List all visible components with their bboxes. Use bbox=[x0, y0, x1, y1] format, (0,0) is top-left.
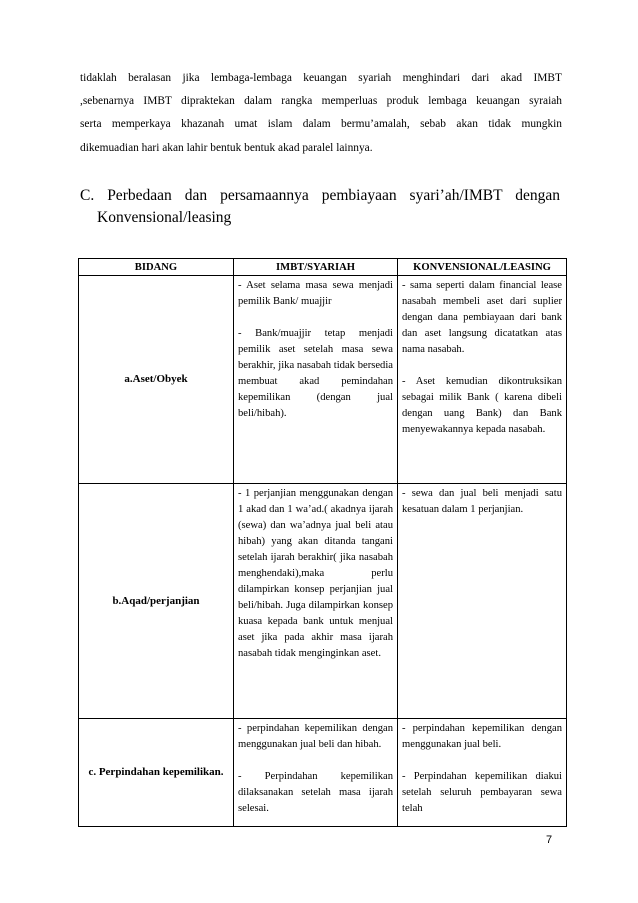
cell-paragraph: - sama seperti dalam financial lease nasabah membeli aset dari suplier dengan dana pembiayaan dari bank dan aset langsung dicatatkan atas nama nasabah. bbox=[402, 280, 562, 355]
cell-paragraph: - Aset selama masa sewa menjadi pemilik Bank/ muajjir bbox=[238, 280, 393, 307]
intro-line: ,sebenarnya IMBT dipraktekan dalam rangka memperluas produk lembaga keuangan syraiah bbox=[80, 95, 562, 108]
cell-paragraph: - Aset kemudian dikontruksikan sebagai milik Bank ( karena dibeli dengan uang Bank) dan Bank menyewakannya kepada nasabah. bbox=[402, 376, 562, 435]
cell-paragraph: - perpindahan kepemilikan dengan menggunakan jual beli. bbox=[402, 723, 562, 750]
intro-line: tidaklah beralasan jika lembaga-lembaga keuangan syariah menghindari dari akad IMBT bbox=[80, 72, 562, 84]
cell-paragraph: - Bank/muajjir tetap menjadi pemilik aset setelah masa sewa berakhir, jika nasabah tidak bersedia membuat akad pemindahan kepemilikan (dengan jual beli/hibah). bbox=[238, 328, 393, 419]
section-heading bbox=[80, 185, 560, 229]
table-row bbox=[79, 484, 567, 719]
page-number: 7 bbox=[546, 834, 553, 846]
table-row bbox=[79, 719, 567, 827]
cell-paragraph: - perpindahan kepemilikan dengan menggunakan jual beli dan hibah. bbox=[238, 723, 393, 750]
cell-paragraph: - 1 perjanjian menggunakan dengan 1 akad dan 1 wa’ad.( akadnya ijarah (sewa) dan wa’adnya jual beli atau hibah) yang akan ditanda tangani setelah ijarah berakhir( jika nasabah menghendaki),maka perlu dilampirkan konsep perjanjian jual beli/hibah. Juga dilampirkan konsep kuasa kepada bank untuk menjual aset jika pada akhir masa ijarah nasabah tidak menginginkan aset. bbox=[238, 488, 393, 659]
column-header-syariah: IMBT/SYARIAH bbox=[234, 259, 398, 276]
intro-paragraph bbox=[80, 67, 562, 160]
row-label: b.Aqad/perjanjian bbox=[79, 484, 234, 719]
syariah-cell bbox=[234, 276, 398, 484]
syariah-cell bbox=[234, 719, 398, 827]
section-heading-line-2: Konvensional/leasing bbox=[97, 209, 232, 226]
row-label: c. Perpindahan kepemilikan. bbox=[79, 719, 234, 827]
column-header-konvensional: KONVENSIONAL/LEASING bbox=[398, 259, 567, 276]
intro-line: dikemuadian hari akan lahir bentuk bentuk akad paralel lainnya. bbox=[80, 141, 373, 154]
cell-paragraph: - Perpindahan kepemilikan dilaksanakan setelah masa ijarah selesai. bbox=[238, 771, 393, 814]
konvensional-cell bbox=[398, 719, 567, 827]
intro-line: serta memperkaya khazanah umat islam dalam bermu’amalah, sebab akan tidak mungkin bbox=[80, 118, 562, 131]
cell-paragraph: - sewa dan jual beli menjadi satu kesatuan dalam 1 perjanjian. bbox=[402, 488, 562, 515]
column-header-bidang: BIDANG bbox=[79, 259, 234, 276]
comparison-table bbox=[78, 258, 567, 827]
row-label: a.Aset/Obyek bbox=[79, 276, 234, 484]
syariah-cell bbox=[234, 484, 398, 719]
table-row bbox=[79, 276, 567, 484]
cell-paragraph: - Perpindahan kepemilikan diakui setelah seluruh pembayaran sewa telah bbox=[402, 771, 562, 814]
konvensional-cell bbox=[398, 484, 567, 719]
table-header-row bbox=[79, 259, 567, 276]
section-heading-line-1: C. Perbedaan dan persamaannya pembiayaan syari’ah/IMBT dengan bbox=[80, 187, 560, 204]
konvensional-cell bbox=[398, 276, 567, 484]
